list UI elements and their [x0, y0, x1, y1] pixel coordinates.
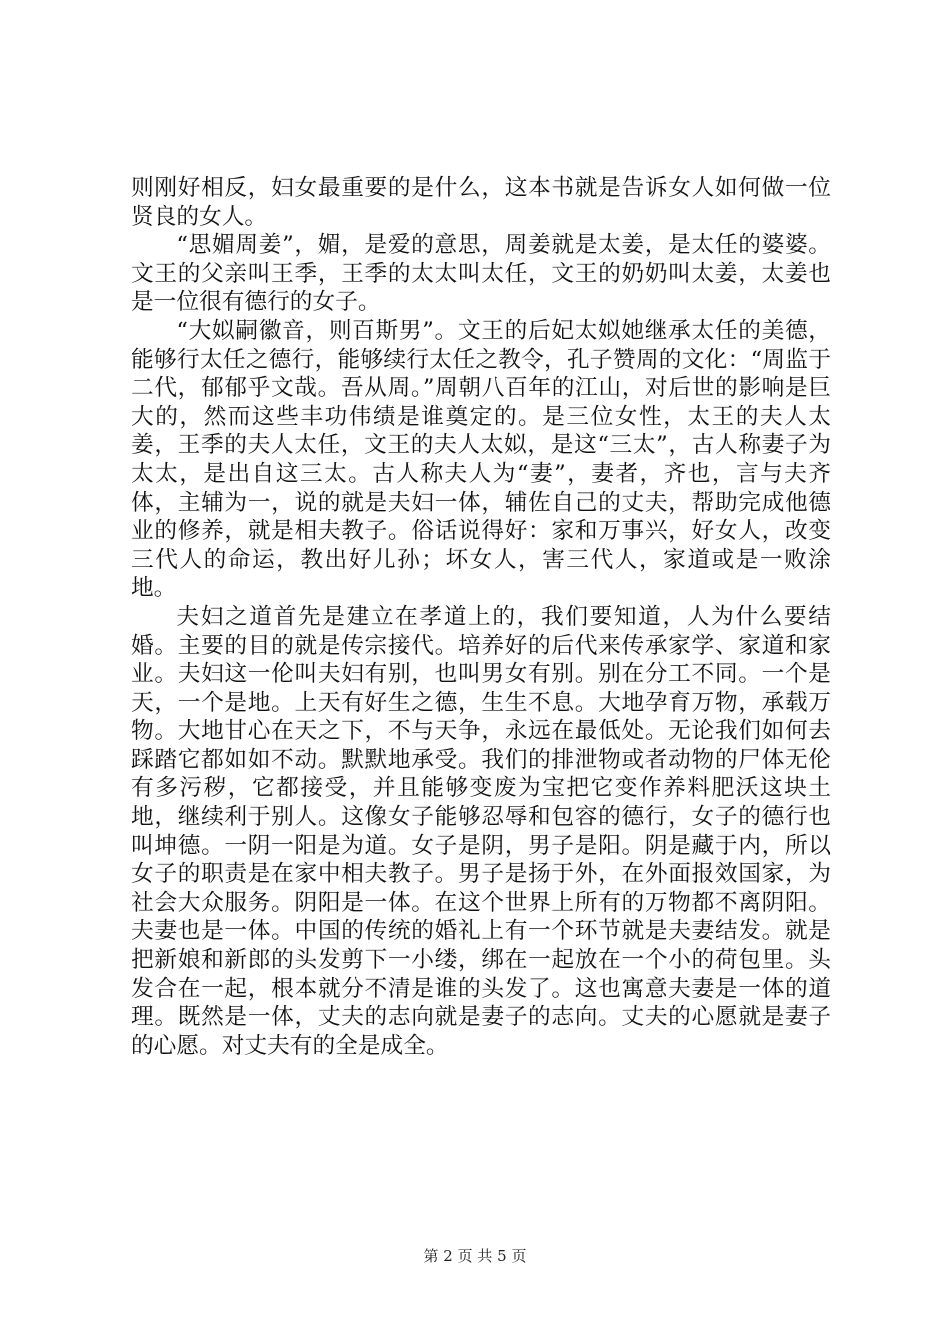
paragraph-si-mei-zhou-jiang: “思媚周姜”，媚，是爱的意思，周姜就是太姜，是太任的婆婆。文王的父亲叫王季，王季的太太叫太任，文王的奶奶叫太姜，太姜也是一位很有德行的女子。 [131, 232, 831, 316]
paragraph-fu-fu-zhi-dao: 夫妇之道首先是建立在孝道上的，我们要知道，人为什么要结婚。主要的目的就是传宗接代。培养好的后代来传承家学、家道和家业。夫妇这一伦叫夫妇有别，也叫男女有别。别在分工不同。一个是天，一个是地。上天有好生之德，生生不息。大地孕育万物，承载万物。大地甘心在天之下，不与天争，永远在最低处。无论我们如何去踩踏它都如如不动。默默地承受。我们的排泄物或者动物的尸体无伦有多污秽，它都接受，并且能够变废为宝把它变作养料肥沃这块土地，继续利于别人。这像女子能够忍辱和包容的德行，女子的德行也叫坤德。一阴一阳是为道。女子是阴，男子是阳。阴是藏于内，所以女子的职责是在家中相夫教子。男子是扬于外，在外面报效国家，为社会大众服务。阴阳是一体。在这个世界上所有的万物都不离阴阳。夫妻也是一体。中国的传统的婚礼上有一个环节就是夫妻结发。就是把新娘和新郎的头发剪下一小缕，绑在一起放在一个小的荷包里。头发合在一起，根本就分不清是谁的头发了。这也寓意夫妻是一体的道理。既然是一体，丈夫的志向就是妻子的志向。丈夫的心愿就是妻子的心愿。对丈夫有的全是成全。 [131, 603, 831, 1059]
body-text [131, 174, 831, 1060]
paragraph-da-si-si-hui-yin: “大姒嗣徽音，则百斯男”。文王的后妃太姒她继承太任的美德，能够行太任之德行，能够续行太任之教令，孔子赞周的文化：“周监于二代，郁郁乎文哉。吾从周。”周朝八百年的江山，对后世的影响是巨大的，然而这些丰功伟绩是谁奠定的。是三位女性，太王的夫人太姜，王季的夫人太任，文王的夫人太姒，是这“三太”，古人称妻子为太太，是出自这三太。古人称夫人为“妻”，妻者，齐也，言与夫齐体，主辅为一，说的就是夫妇一体，辅佐自己的丈夫，帮助完成他德业的修养，就是相夫教子。俗话说得好：家和万事兴，好女人，改变三代人的命运，教出好儿孙；坏女人，害三代人，家道或是一败涂地。 [131, 317, 831, 602]
paragraph-continuation: 则刚好相反，妇女最重要的是什么，这本书就是告诉女人如何做一位贤良的女人。 [131, 175, 831, 230]
page-number-footer: 第 2 页 共 5 页 [423, 1247, 527, 1265]
